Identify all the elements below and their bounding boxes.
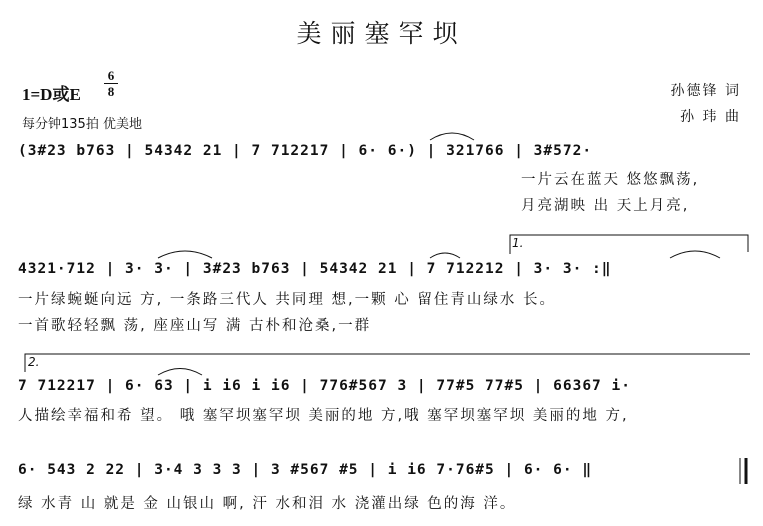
tie-row2a bbox=[158, 251, 212, 258]
volta-1-bracket bbox=[510, 235, 748, 254]
lyric-line-4: 绿 水青 山 就是 金 山银山 啊, 汗 水和泪 水 浇灌出绿 色的海 洋。 bbox=[18, 496, 517, 512]
music-line-3: 7 712217 | 6· 63 | i i6 i i6 | 776#567 3 | 77#5 77#5 | 66367 i· bbox=[18, 378, 631, 394]
lyric-line-1a: 一片云在蓝天 悠悠飘荡, bbox=[521, 172, 700, 188]
song-title: 美丽塞罕坝 bbox=[296, 19, 467, 48]
volta-2-bracket bbox=[25, 354, 750, 372]
lyric-line-2b: 一首歌轻轻飘 荡, 座座山写 满 古朴和沧桑,一群 bbox=[18, 318, 372, 334]
lyric-line-3: 人描绘幸福和希 望。 哦 塞罕坝塞罕坝 美丽的地 方,哦 塞罕坝塞罕坝 美丽的地 方, bbox=[18, 408, 629, 424]
key-signature: 1=D或E bbox=[22, 85, 81, 104]
tempo-marking: 每分钟135拍 优美地 bbox=[22, 117, 142, 132]
music-line-2: 4321·712 | 3· 3· | 3#23 b763 | 54342 21 | 7 712212 | 3· 3· :‖ bbox=[18, 261, 612, 277]
lyric-line-1b: 月亮湖映 出 天上月亮, bbox=[521, 198, 690, 214]
music-line-4: 6· 543 2 22 | 3·4 3 3 3 | 3 #567 #5 | i i6 7·76#5 | 6· 6· ‖ bbox=[18, 462, 593, 478]
lyricist-credit: 孙德锋 词 bbox=[670, 83, 741, 99]
time-signature-bottom: 8 bbox=[107, 84, 115, 99]
lyric-line-2a: 一片绿蜿蜒向远 方, 一条路三代人 共同理 想,一颗 心 留住青山绿水 长。 bbox=[18, 292, 556, 308]
music-line-1: (3#23 b763 | 54342 21 | 7 712217 | 6· 6·) | 321766 | 3#572· bbox=[18, 143, 593, 159]
time-signature-top: 6 bbox=[107, 68, 115, 83]
tie-row2b bbox=[670, 251, 720, 258]
tie-row1 bbox=[430, 133, 474, 140]
slur-row2 bbox=[430, 253, 460, 258]
composer-credit: 孙 玮 曲 bbox=[680, 109, 741, 125]
tie-row3 bbox=[158, 369, 202, 376]
volta-2-label: 2. bbox=[28, 355, 40, 369]
volta-1-label: 1. bbox=[512, 236, 524, 250]
